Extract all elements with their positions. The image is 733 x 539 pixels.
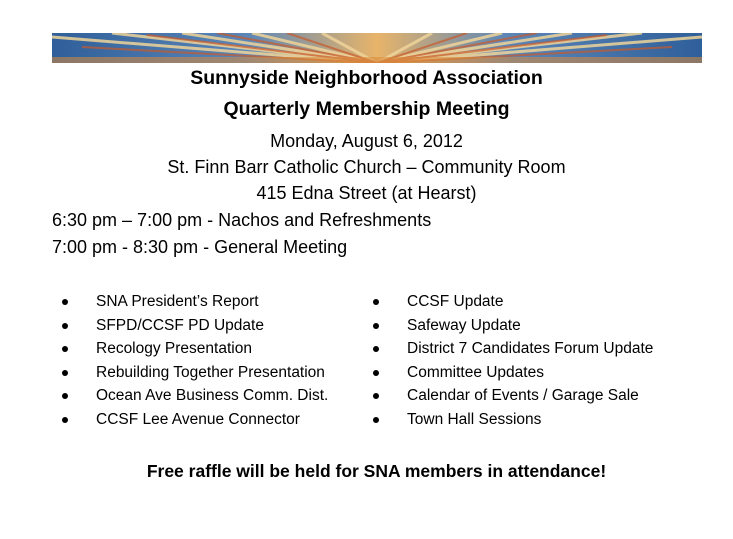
schedule-general-meeting: 7:00 pm - 8:30 pm - General Meeting bbox=[52, 237, 348, 257]
bullet-icon bbox=[62, 393, 68, 399]
bullet-icon bbox=[373, 346, 379, 352]
agenda-item-label: SNA President’s Report bbox=[96, 293, 259, 310]
agenda-item-label: Town Hall Sessions bbox=[407, 410, 542, 428]
agenda-item bbox=[373, 361, 653, 385]
agenda-item bbox=[62, 314, 328, 338]
meeting-date: Monday, August 6, 2012 bbox=[270, 131, 463, 151]
sunrise-mosaic-banner bbox=[52, 33, 702, 63]
agenda-item-label: Recology Presentation bbox=[96, 340, 252, 358]
bullet-icon bbox=[373, 299, 379, 305]
bullet-icon bbox=[373, 417, 379, 423]
schedule-refreshments: 6:30 pm – 7:00 pm - Nachos and Refreshments bbox=[52, 210, 432, 230]
bullet-icon bbox=[62, 417, 68, 423]
meeting-title: Quarterly Membership Meeting bbox=[223, 98, 510, 120]
agenda-item-label: CCSF Update bbox=[407, 293, 504, 310]
agenda-item bbox=[62, 290, 328, 314]
bullet-icon bbox=[373, 370, 379, 376]
agenda-item bbox=[62, 337, 328, 361]
agenda-item-label: District 7 Candidates Forum Update bbox=[407, 340, 654, 358]
bullet-icon bbox=[373, 393, 379, 399]
raffle-note: Free raffle will be held for SNA members in attendance! bbox=[146, 461, 607, 481]
organization-name: Sunnyside Neighborhood Association bbox=[190, 67, 543, 89]
agenda-list-right bbox=[373, 290, 653, 432]
agenda-item bbox=[373, 337, 653, 361]
agenda-item-label: Rebuilding Together Presentation bbox=[96, 363, 325, 381]
agenda-item bbox=[373, 384, 653, 408]
agenda-item-label: CCSF Lee Avenue Connector bbox=[96, 410, 300, 428]
bullet-icon bbox=[62, 323, 68, 329]
agenda-item bbox=[62, 384, 328, 408]
bullet-icon bbox=[62, 299, 68, 305]
agenda-item-label: Safeway Update bbox=[407, 316, 521, 334]
sunrise-mosaic-image bbox=[52, 33, 702, 63]
bullet-icon bbox=[62, 346, 68, 352]
agenda-item-label: SFPD/CCSF PD Update bbox=[96, 316, 264, 334]
bullet-icon bbox=[373, 323, 379, 329]
agenda-item bbox=[373, 314, 653, 338]
meeting-address: 415 Edna Street (at Hearst) bbox=[256, 183, 477, 203]
agenda-item-label: Committee Updates bbox=[407, 363, 544, 381]
agenda-item-label: Calendar of Events / Garage Sale bbox=[407, 387, 639, 405]
agenda-item bbox=[373, 408, 653, 432]
agenda-item-label: Ocean Ave Business Comm. Dist. bbox=[96, 387, 329, 405]
bullet-icon bbox=[62, 370, 68, 376]
meeting-venue: St. Finn Barr Catholic Church – Community Room bbox=[167, 157, 566, 177]
agenda-item bbox=[373, 290, 653, 314]
agenda-item bbox=[62, 408, 328, 432]
agenda-item bbox=[62, 361, 328, 385]
agenda-list-left bbox=[62, 290, 328, 432]
